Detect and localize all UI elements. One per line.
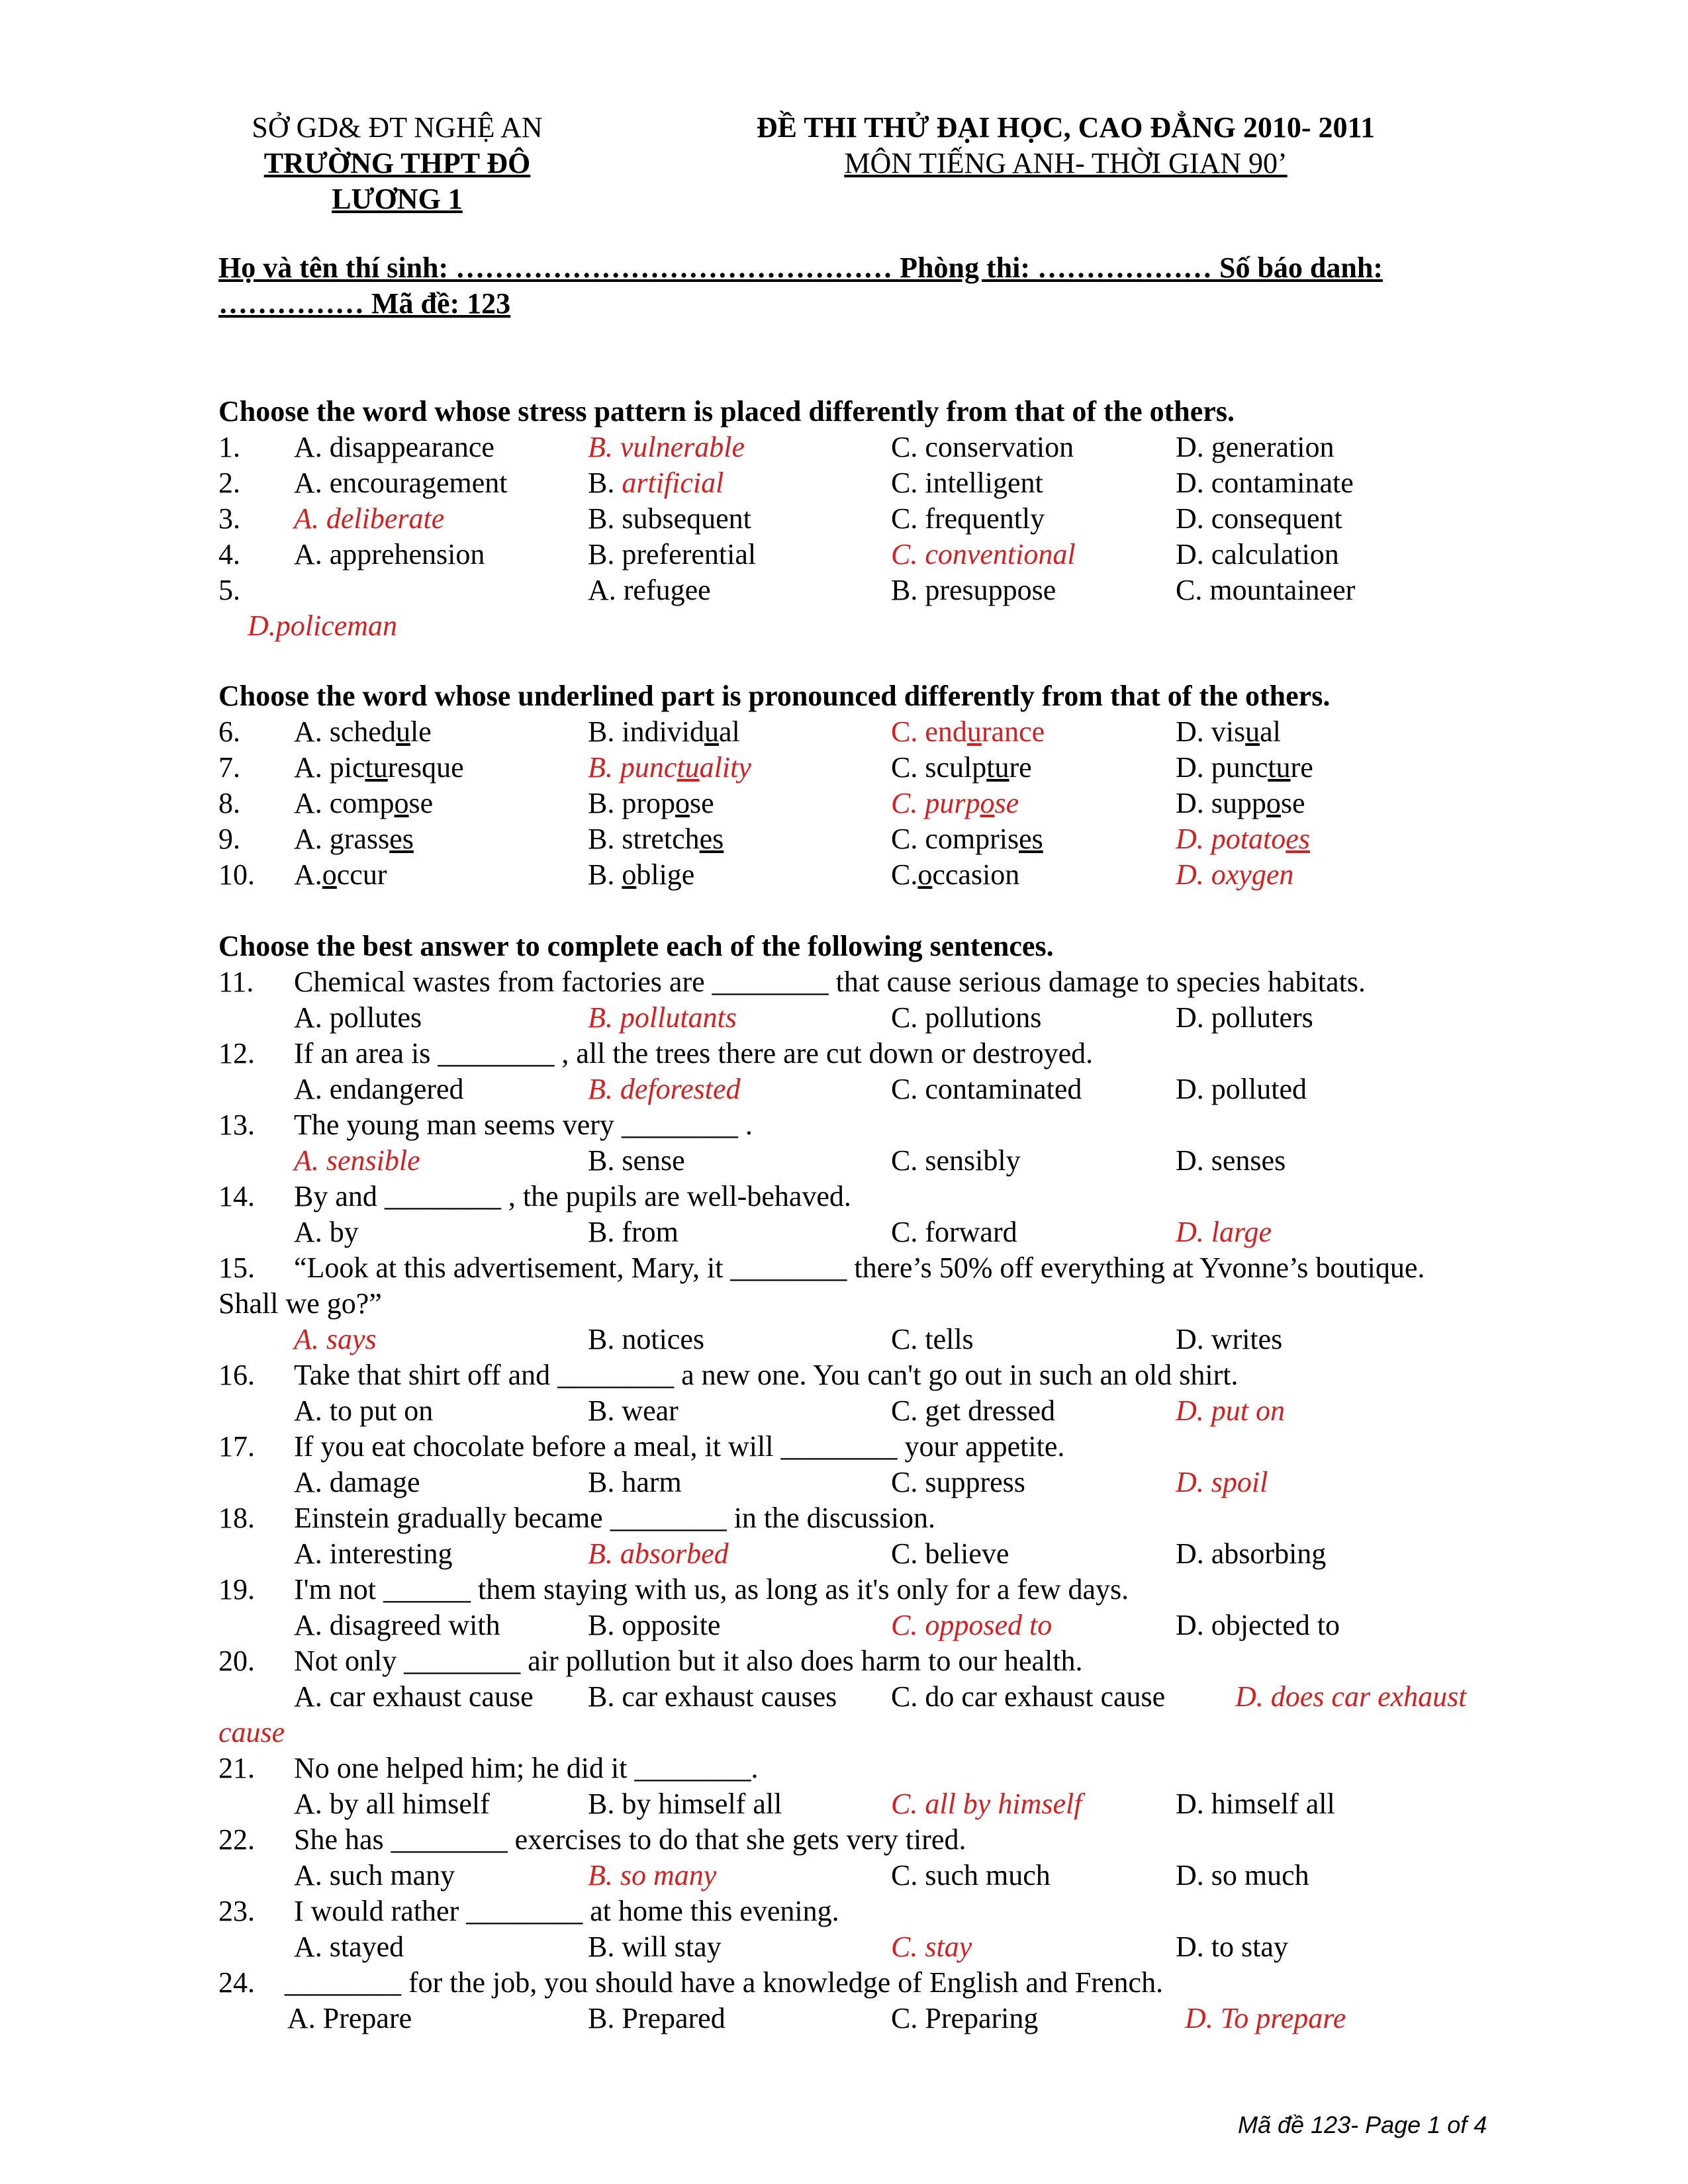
- option-c: C. believe: [891, 1537, 1009, 1570]
- option-b-answer: B. absorbed: [588, 1537, 729, 1570]
- text: C. end: [891, 715, 967, 748]
- text: D.: [1176, 858, 1211, 891]
- exam-title: ĐỀ THI THỬ ĐẠI HỌC, CAO ĐẲNG 2010- 2011: [756, 111, 1376, 144]
- option-d-answer: [1176, 822, 1310, 856]
- question-number: 2.: [218, 467, 240, 499]
- question-number: 5.: [218, 574, 240, 606]
- question-number: 4.: [218, 538, 240, 570]
- text: A.: [294, 858, 322, 891]
- option-c: C. get dressed: [891, 1394, 1056, 1427]
- question-number: 18.: [218, 1502, 255, 1534]
- option-c: C. do car exhaust cause: [891, 1680, 1166, 1713]
- option-c: C. suppress: [891, 1466, 1025, 1498]
- option-a: A. to put on: [294, 1394, 434, 1427]
- underlined-part: o: [980, 787, 995, 819]
- text: se: [994, 787, 1019, 819]
- option-b-answer: B. deforested: [588, 1073, 741, 1105]
- exam-code-line: [218, 286, 510, 322]
- option-d-answer: D. To prepare: [1185, 2002, 1346, 2034]
- option-a-answer: A. sensible: [294, 1144, 420, 1177]
- option-d-answer: D. large: [1176, 1216, 1272, 1248]
- option-b: B. by himself all: [588, 1788, 782, 1820]
- option-b-answer: [588, 466, 724, 500]
- option-b: B. Prepared: [588, 2002, 726, 2034]
- option-letter: B.: [588, 467, 622, 499]
- question-stem: The young man seems very ________ .: [294, 1109, 753, 1141]
- underlined-part: o: [394, 787, 409, 819]
- option-b: [588, 822, 724, 856]
- option-c: [891, 822, 1043, 856]
- underlined-part: u: [966, 715, 982, 748]
- option-a: A. interesting: [294, 1537, 453, 1570]
- question-number: 12.: [218, 1037, 255, 1069]
- text: rance: [981, 715, 1045, 748]
- option-b: B. opposite: [588, 1609, 721, 1641]
- question-stem: If you eat chocolate before a meal, it will ________ your appetite.: [294, 1430, 1065, 1463]
- option-c: C. conservation: [891, 431, 1074, 463]
- option-c: C. tells: [891, 1323, 974, 1355]
- text: resque: [387, 751, 464, 784]
- option-b-answer: [588, 751, 751, 784]
- question-stem: “Look at this advertisement, Mary, it ________ there’s 50% off everything at Yvonne’s boutique.: [294, 1251, 1425, 1284]
- option-d-answer: D. spoil: [1176, 1466, 1268, 1498]
- question-number: 8.: [218, 787, 240, 819]
- option-a: A. damage: [294, 1466, 420, 1498]
- underlined-part: es: [389, 823, 414, 855]
- question-number: 13.: [218, 1109, 255, 1141]
- option-a: A. disagreed with: [294, 1609, 500, 1641]
- school-name: TRƯỜNG THPT ĐÔ: [263, 147, 531, 179]
- text: al: [1260, 715, 1281, 748]
- underlined-part: u: [704, 715, 720, 748]
- option-a: A. refugee: [588, 574, 711, 606]
- option-b: B. car exhaust causes: [588, 1680, 837, 1713]
- option-b: B. will stay: [588, 1931, 722, 1963]
- text: D. vis: [1176, 715, 1246, 748]
- option-c-answer: C. all by himself: [891, 1788, 1082, 1820]
- option-a: [294, 751, 464, 784]
- question-number: 1.: [218, 431, 240, 463]
- text: B.: [588, 858, 622, 891]
- option-b: B. subsequent: [588, 502, 751, 535]
- text: le: [410, 715, 432, 748]
- option-a: A. Prepare: [287, 2002, 412, 2034]
- option-d-answer: [1176, 858, 1293, 891]
- underlined-part: o: [1211, 858, 1226, 891]
- option-d: [1176, 751, 1313, 784]
- text: A. grass: [294, 823, 390, 855]
- question-stem: Not only ________ air pollution but it also does harm to our health.: [294, 1645, 1083, 1677]
- text: re: [1290, 751, 1313, 784]
- option-a: [294, 822, 414, 856]
- question-stem: If an area is ________ , all the trees there are cut down or destroyed.: [294, 1037, 1094, 1069]
- text: ccasion: [932, 858, 1020, 891]
- question-number: 6.: [218, 715, 240, 748]
- text: C. compris: [891, 823, 1019, 855]
- text: C.: [891, 858, 918, 891]
- option-a: A. such many: [294, 1859, 455, 1891]
- section-1-heading: Choose the word whose stress pattern is placed differently from that of the others.: [218, 395, 1235, 428]
- question-stem: I would rather ________ at home this evening.: [294, 1895, 839, 1927]
- question-number: 21.: [218, 1752, 255, 1784]
- question-stem: Chemical wastes from factories are ________ that cause serious damage to species habitats.: [294, 966, 1366, 998]
- text: A. sched: [294, 715, 396, 748]
- question-number: 15.: [218, 1251, 255, 1284]
- question-stem: I'm not ______ them staying with us, as long as it's only for a few days.: [294, 1573, 1129, 1606]
- text: ccur: [336, 858, 387, 891]
- option-a: A. encouragement: [294, 467, 508, 499]
- underlined-part: es: [699, 823, 724, 855]
- option-a-answer: A. deliberate: [294, 502, 445, 535]
- option-d: D. calculation: [1176, 538, 1339, 570]
- exam-code: …………… Mã đề: 123: [218, 287, 511, 320]
- option-d-answer-cont: cause: [218, 1716, 285, 1749]
- text: B. punc: [588, 751, 677, 784]
- option-a: A. pollutes: [294, 1001, 422, 1034]
- option-c: C. such much: [891, 1859, 1051, 1891]
- text: C. purp: [891, 787, 980, 819]
- option-b: B. sense: [588, 1144, 685, 1177]
- text: D. punc: [1176, 751, 1268, 784]
- option-d: D. absorbing: [1176, 1537, 1327, 1570]
- option-c-answer: [891, 715, 1045, 749]
- section-2-heading: Choose the word whose underlined part is pronounced differently from that of the others.: [218, 680, 1331, 712]
- option-a: A. by all himself: [294, 1788, 490, 1820]
- underlined-part: u: [395, 715, 410, 748]
- underlined-part: tu: [986, 751, 1009, 784]
- option-d: [1176, 715, 1281, 749]
- question-number: 9.: [218, 823, 240, 855]
- option-b: B. notices: [588, 1323, 704, 1355]
- question-number: 11.: [218, 966, 254, 998]
- option-d: D. writes: [1176, 1323, 1283, 1355]
- option-a: A. disappearance: [294, 431, 494, 463]
- underlined-part: tu: [1268, 751, 1291, 784]
- text: D. supp: [1176, 787, 1266, 819]
- option-b: B. preferential: [588, 538, 757, 570]
- option-d: D. consequent: [1176, 502, 1342, 535]
- text: B. individ: [588, 715, 705, 748]
- option-a: A. endangered: [294, 1073, 464, 1105]
- option-d: D. so much: [1176, 1859, 1309, 1891]
- school-name-cont: LƯƠNG 1: [332, 183, 463, 215]
- option-d: D. contaminate: [1176, 467, 1354, 499]
- option-c: C. Preparing: [891, 2002, 1039, 2034]
- text: B. prop: [588, 787, 675, 819]
- option-c-answer: C. conventional: [891, 538, 1076, 570]
- text: blige: [636, 858, 695, 891]
- question-stem: Einstein gradually became ________ in the discussion.: [294, 1502, 936, 1534]
- option-c-answer: C. stay: [891, 1931, 972, 1963]
- question-number: 16.: [218, 1359, 255, 1391]
- option-b-answer: B. vulnerable: [588, 431, 745, 463]
- option-a-answer: A. says: [294, 1323, 377, 1355]
- question-number: 20.: [218, 1645, 255, 1677]
- underlined-part: es: [1286, 823, 1310, 855]
- text: re: [1009, 751, 1032, 784]
- question-stem: No one helped him; he did it ________.: [294, 1752, 759, 1784]
- option-b: B. harm: [588, 1466, 682, 1498]
- option-b: B. presuppose: [891, 574, 1056, 606]
- department-name: SỞ GD& ĐT NGHỆ AN: [252, 111, 543, 144]
- text: se: [690, 787, 714, 819]
- option-c-answer: C. opposed to: [891, 1609, 1053, 1641]
- option-d: D. polluted: [1176, 1073, 1307, 1105]
- option-b: B. from: [588, 1216, 679, 1248]
- answer-word: artificial: [622, 467, 724, 499]
- underlined-part: es: [1019, 823, 1043, 855]
- section-3-heading: Choose the best answer to complete each of the following sentences.: [218, 930, 1054, 962]
- option-c: C. mountaineer: [1176, 574, 1356, 606]
- option-c: C. intelligent: [891, 467, 1043, 499]
- option-a: A. by: [294, 1216, 359, 1248]
- question-number: 23.: [218, 1895, 255, 1927]
- option-b-answer: B. pollutants: [588, 1001, 737, 1034]
- question-number: 22.: [218, 1823, 255, 1856]
- question-stem: By and ________ , the pupils are well-behaved.: [294, 1180, 851, 1212]
- text: D. potato: [1176, 823, 1286, 855]
- question-stem: Take that shirt off and ________ a new one. You can't go out in such an old shirt.: [294, 1359, 1239, 1391]
- option-a: A. car exhaust cause: [294, 1680, 534, 1713]
- text: B. stretch: [588, 823, 700, 855]
- question-number: 3.: [218, 502, 240, 535]
- option-c: C. forward: [891, 1216, 1017, 1248]
- option-d: D. polluters: [1176, 1001, 1313, 1034]
- text: se: [1280, 787, 1305, 819]
- text: xygen: [1225, 858, 1294, 891]
- option-c: C. pollutions: [891, 1001, 1042, 1034]
- question-number: 17.: [218, 1430, 255, 1463]
- underlined-part: tu: [365, 751, 388, 784]
- option-d-answer: D. does car exhaust: [1235, 1680, 1467, 1713]
- underlined-part: o: [1266, 787, 1281, 819]
- option-d-answer: D.policeman: [248, 610, 398, 642]
- underlined-part: o: [622, 858, 637, 891]
- option-d-answer: D. put on: [1176, 1394, 1285, 1427]
- option-b: B. wear: [588, 1394, 679, 1427]
- option-b-answer: B. so many: [588, 1859, 717, 1891]
- underlined-part: o: [917, 858, 933, 891]
- option-c: [891, 858, 1019, 891]
- option-c: C. contaminated: [891, 1073, 1082, 1105]
- option-d: D. himself all: [1176, 1788, 1335, 1820]
- option-b: [588, 715, 740, 749]
- option-c: [891, 751, 1032, 784]
- question-number: 19.: [218, 1573, 255, 1606]
- underlined-part: u: [1245, 715, 1260, 748]
- option-a: A. apprehension: [294, 538, 485, 570]
- option-d: D. objected to: [1176, 1609, 1340, 1641]
- text: A. comp: [294, 787, 395, 819]
- option-d: D. senses: [1176, 1144, 1286, 1177]
- option-c: C. sensibly: [891, 1144, 1021, 1177]
- option-c: C. frequently: [891, 502, 1045, 535]
- underlined-part: tu: [677, 751, 700, 784]
- option-c-answer: [891, 786, 1019, 820]
- question-stem: ________ for the job, you should have a knowledge of English and French.: [285, 1966, 1164, 1999]
- question-stem: She has ________ exercises to do that she gets very tired.: [294, 1823, 966, 1856]
- option-a: A. stayed: [294, 1931, 404, 1963]
- exam-subtitle: MÔN TIẾNG ANH- THỜI GIAN 90’: [844, 147, 1288, 179]
- option-d: D. generation: [1176, 431, 1335, 463]
- text: C. sculp: [891, 751, 987, 784]
- text: A. pic: [294, 751, 365, 784]
- text: se: [408, 787, 434, 819]
- question-stem-cont: Shall we go?”: [218, 1287, 382, 1320]
- underlined-part: o: [675, 787, 690, 819]
- question-number: 10.: [218, 858, 255, 891]
- option-b: [588, 858, 694, 891]
- option-a: [294, 786, 433, 820]
- option-d: [1176, 786, 1305, 820]
- underlined-part: o: [322, 858, 337, 891]
- page-footer: Mã đề 123- Page 1 of 4: [1238, 2111, 1487, 2138]
- question-number: 14.: [218, 1180, 255, 1212]
- text: ality: [699, 751, 751, 784]
- option-a: [294, 858, 387, 891]
- question-number: 7.: [218, 751, 240, 784]
- question-number: 24.: [218, 1966, 255, 1999]
- student-info-line: Họ và tên thí sinh: ……………………………………… Phòng thi: ……………… Số báo danh:: [218, 251, 1383, 284]
- text: al: [719, 715, 740, 748]
- option-d: D. to stay: [1176, 1931, 1288, 1963]
- option-a: [294, 715, 432, 749]
- option-b: [588, 786, 714, 820]
